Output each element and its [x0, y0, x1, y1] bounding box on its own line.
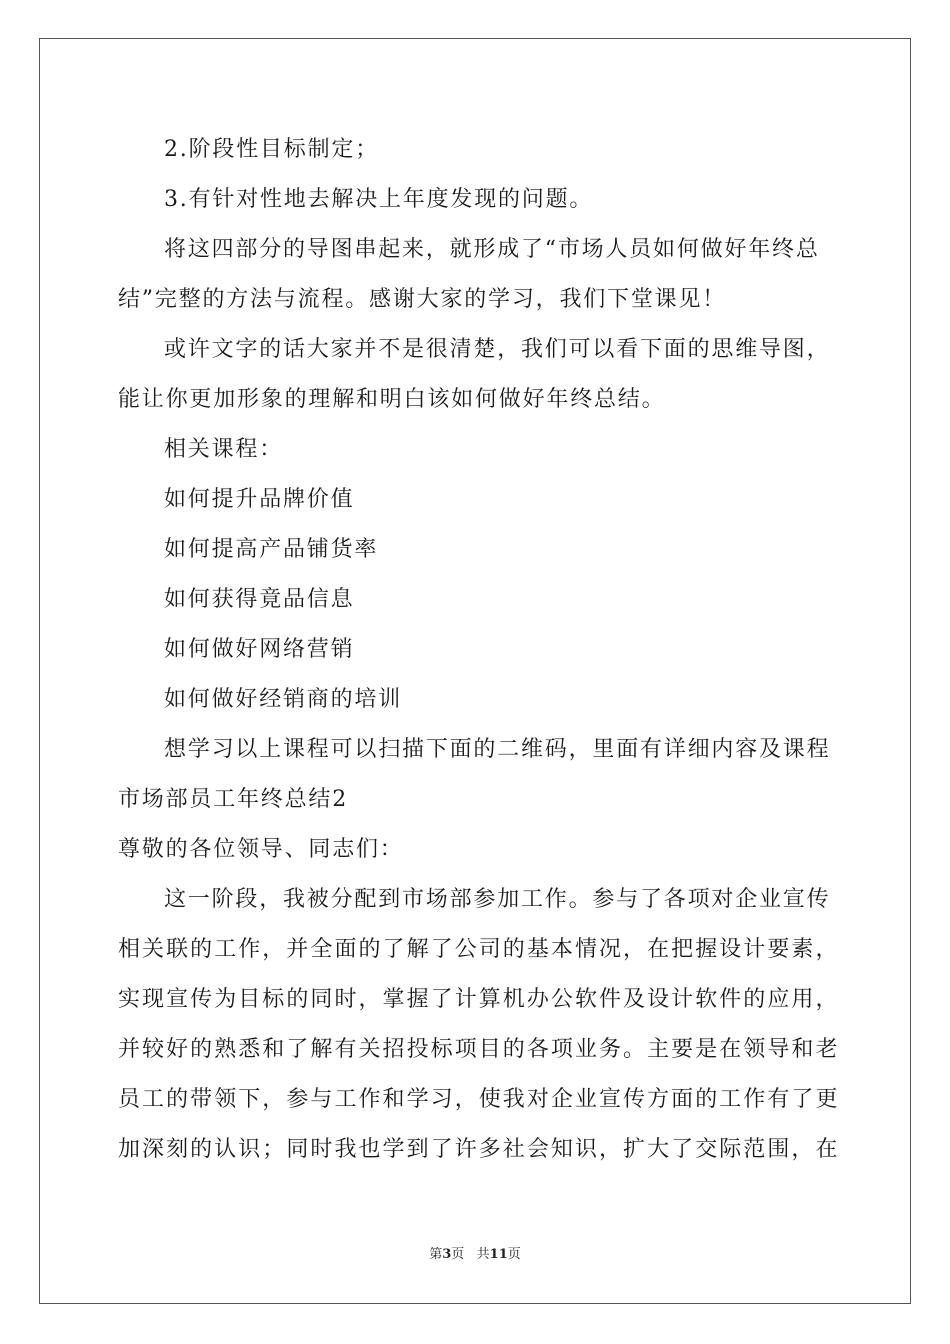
text-line: 将这四部分的导图串起来，就形成了“市场人员如何做好年终总 — [164, 237, 820, 262]
course-item: 如何做好经销商的培训 — [164, 687, 403, 712]
text-line: 加深刻的认识；同时我也学到了许多社会知识，扩大了交际范围，在 — [118, 1137, 840, 1162]
text-line: 3.有针对性地去解决上年度发现的问题。 — [164, 187, 594, 212]
footer-suffix: 页 — [507, 1247, 521, 1262]
page-border — [39, 38, 911, 1304]
text-line: 想学习以上课程可以扫描下面的二维码，里面有详细内容及课程 — [164, 737, 831, 762]
course-item: 如何获得竟品信息 — [164, 587, 355, 612]
text-line: 这一阶段，我被分配到市场部参加工作。参与了各项对企业宣传 — [164, 887, 831, 912]
footer-prefix: 第 — [429, 1247, 443, 1262]
course-item: 如何做好网络营销 — [164, 637, 355, 662]
text-line: 2.阶段性目标制定； — [164, 137, 379, 162]
page-footer — [0, 1246, 950, 1264]
text-line: 结”完整的方法与流程。感谢大家的学习，我们下堂课见！ — [118, 287, 727, 312]
text-line: 实现宣传为目标的同时，掌握了计算机办公软件及设计软件的应用， — [118, 987, 840, 1012]
text-line: 或许文字的话大家并不是很清楚，我们可以看下面的思维导图， — [164, 337, 831, 362]
footer-middle: 页 共 — [451, 1247, 490, 1262]
text-line: 员工的带领下，参与工作和学习，使我对企业宣传方面的工作有了更 — [118, 1087, 840, 1112]
footer-page-number: 3 — [442, 1247, 452, 1262]
text-line: 并较好的熟悉和了解有关招投标项目的各项业务。主要是在领导和老 — [118, 1037, 840, 1062]
footer-total-pages: 11 — [489, 1247, 508, 1262]
text-line: 相关课程： — [164, 437, 284, 462]
salutation: 尊敬的各位领导、同志们： — [118, 837, 404, 862]
course-item: 如何提升品牌价值 — [164, 487, 355, 512]
section-title: 市场部员工年终总结2 — [118, 787, 348, 812]
course-item: 如何提高产品铺货率 — [164, 537, 379, 562]
text-line: 能让你更加形象的理解和明白该如何做好年终总结。 — [118, 387, 666, 412]
text-line: 相关联的工作，并全面的了解了公司的基本情况，在把握设计要素， — [118, 937, 840, 962]
